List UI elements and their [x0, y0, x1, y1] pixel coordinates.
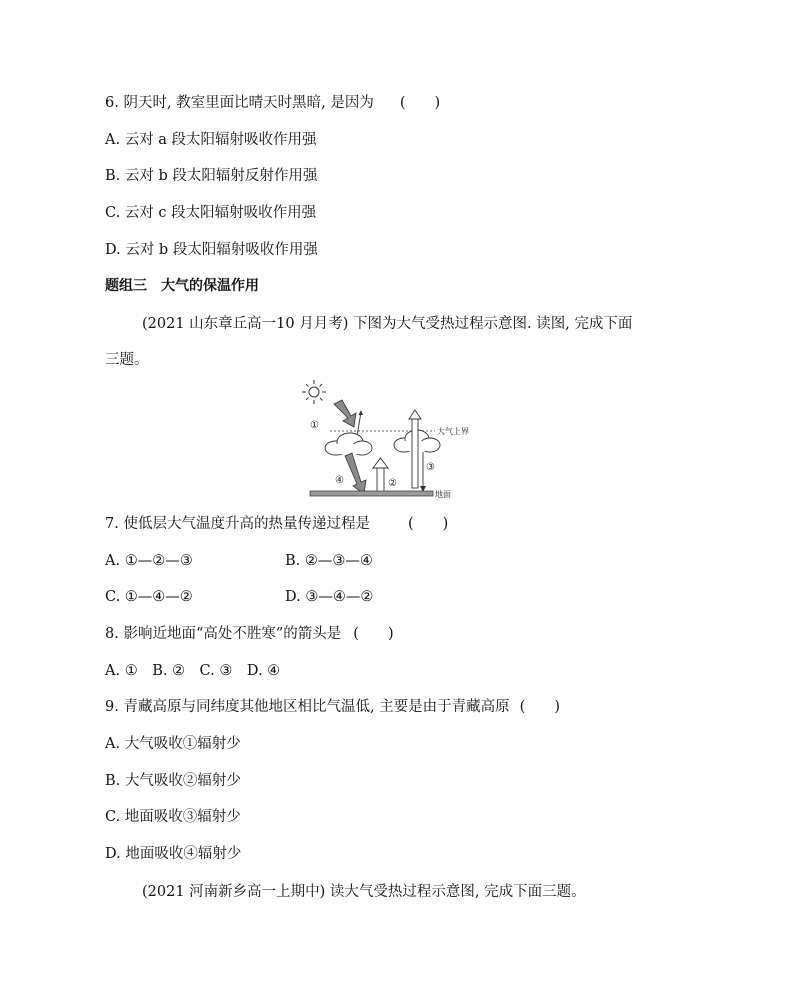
q7-option-d: D. ③—④—②	[285, 589, 374, 605]
q6-option-d: D. 云对 b 段太阳辐射吸收作用强	[105, 242, 318, 258]
q7-option-c: C. ①—④—②	[105, 589, 193, 605]
q9-stem	[105, 697, 560, 717]
atmosphere-heating-diagram	[300, 378, 475, 504]
q8-stem-text: 8. 影响近地面“高处不胜寒”的箭头是	[105, 626, 342, 642]
q6-option-b: B. 云对 b 段太阳辐射反射作用强	[105, 168, 318, 184]
section-title: 题组三 大气的保温作用	[105, 278, 259, 294]
q7-option-a: A. ①—②—③	[105, 553, 193, 569]
q9-option-a: A. 大气吸收①辐射少	[105, 736, 241, 752]
label-3: ③	[426, 462, 435, 473]
q6-stem-text: 6. 阴天时, 教室里面比晴天时黑暗, 是因为	[105, 95, 374, 111]
q6-stem	[105, 93, 440, 113]
answer-paren: ( )	[399, 95, 441, 111]
q6-option-c: C. 云对 c 段太阳辐射吸收作用强	[105, 205, 317, 221]
q7-stem-text: 7. 使低层大气温度升高的热量传递过程是	[105, 516, 370, 532]
ground-surface	[310, 491, 433, 496]
label-2: ②	[388, 478, 397, 489]
q6-option-a: A. 云对 a 段太阳辐射吸收作用强	[105, 132, 317, 148]
q9-option-c: C. 地面吸收③辐射少	[105, 809, 241, 825]
answer-paren: ( )	[407, 516, 449, 532]
cloud-left-icon	[325, 433, 372, 455]
intro1-line1: (2021 山东章丘高一10 月月考) 下图为大气受热过程示意图. 读图, 完成下面	[142, 316, 633, 332]
label-4: ④	[335, 475, 344, 486]
q9-option-b: B. 大气吸收②辐射少	[105, 773, 241, 789]
q8-stem	[105, 624, 394, 644]
q7-option-b: B. ②—③—④	[285, 553, 373, 569]
q8-options: A. ① B. ② C. ③ D. ④	[105, 663, 281, 679]
sun-icon	[302, 380, 326, 404]
q7-stem	[105, 514, 448, 534]
answer-paren: ( )	[519, 699, 560, 715]
arrow-2-ground-radiation	[373, 458, 388, 492]
q9-stem-text: 9. 青藏高原与同纬度其他地区相比气温低, 主要是由于青藏高原	[105, 699, 510, 715]
arrow-4-surface-absorption	[345, 453, 366, 494]
reflected-arrow	[357, 412, 361, 436]
arrow-1-solar-radiation	[334, 400, 356, 427]
reflected-arrowhead	[359, 410, 364, 415]
q9-option-d: D. 地面吸收④辐射少	[105, 846, 242, 862]
answer-paren: ( )	[353, 626, 394, 642]
intro1-line2: 三题。	[105, 352, 149, 368]
label-atmosphere-top: 大气上界	[437, 427, 469, 436]
intro2: (2021 河南新乡高一上期中) 读大气受热过程示意图, 完成下面三题。	[142, 884, 586, 900]
label-ground: 地面	[435, 490, 451, 499]
label-1: ①	[310, 420, 319, 431]
